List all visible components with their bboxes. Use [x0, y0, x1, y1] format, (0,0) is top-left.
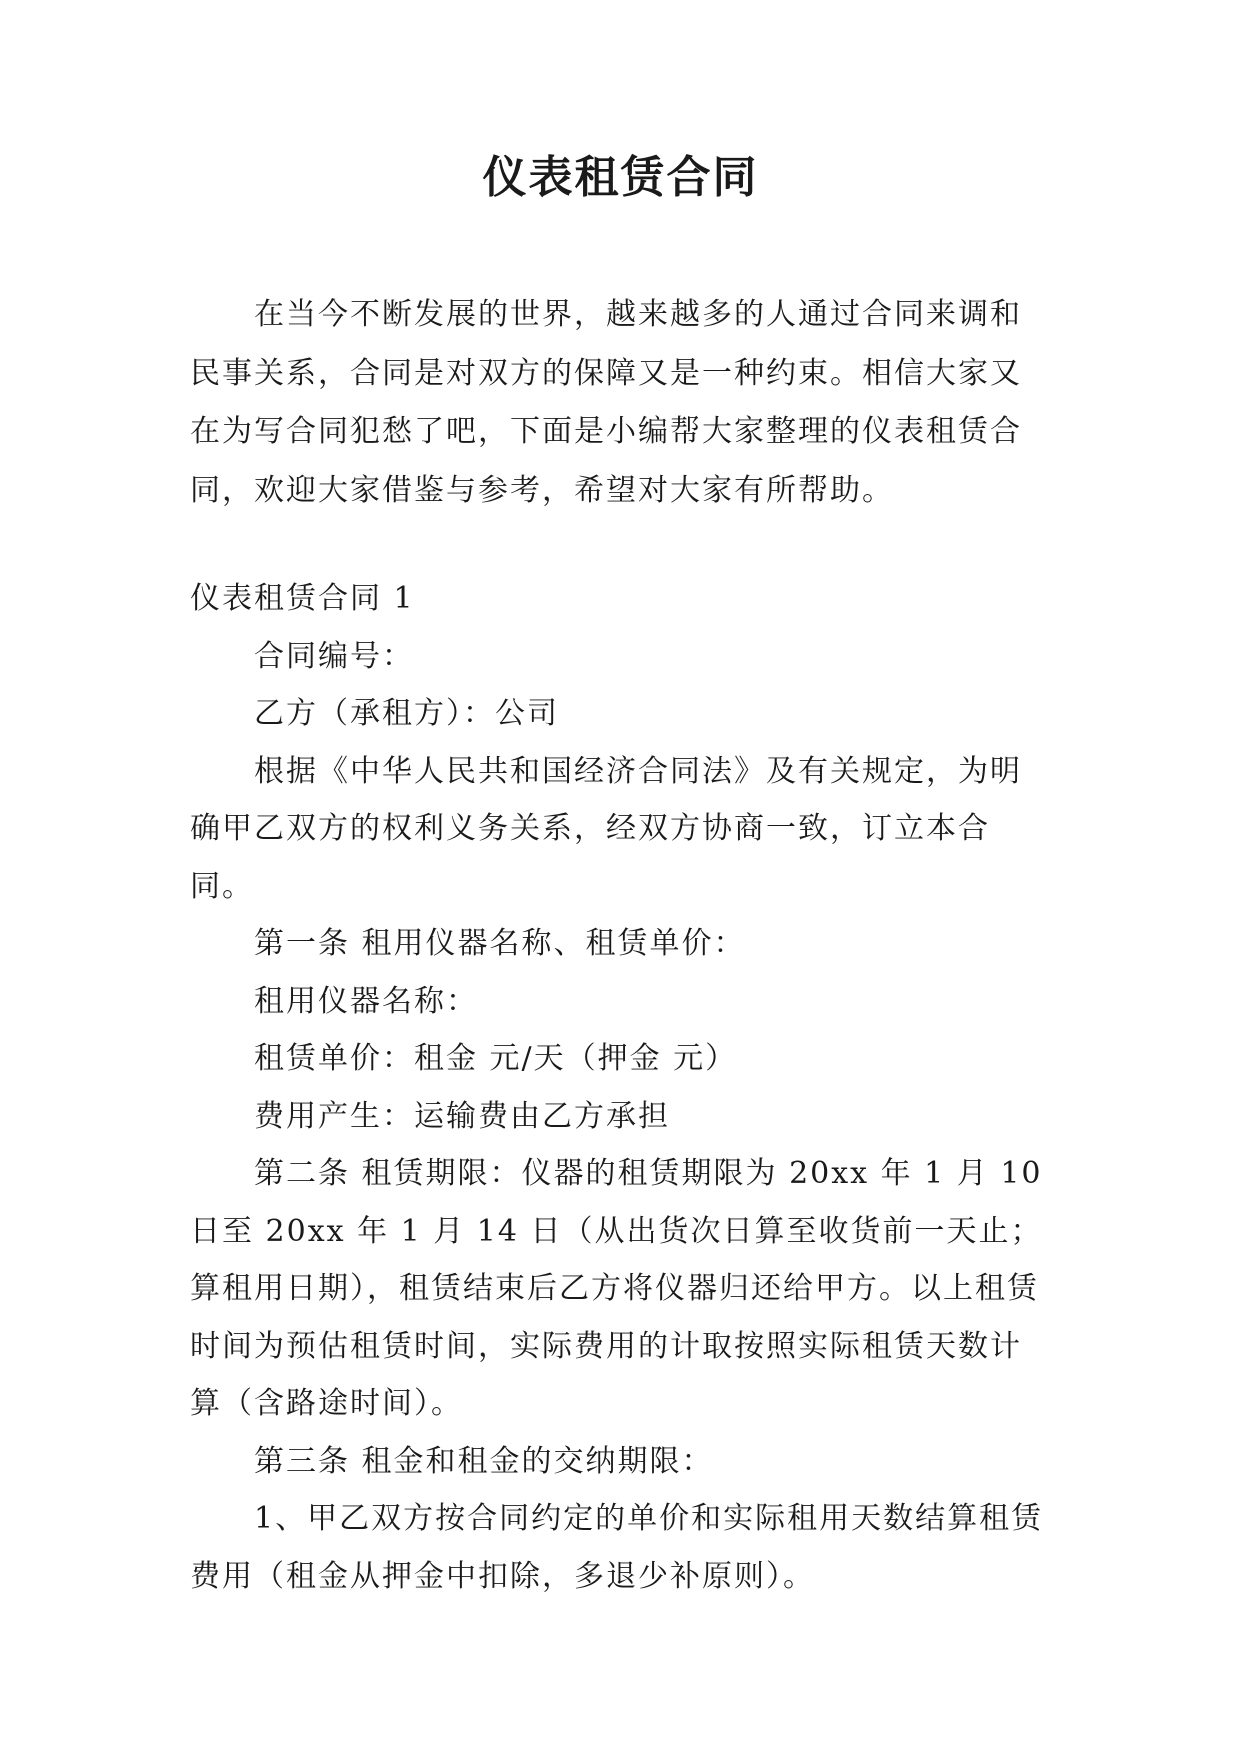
- contract-number-line: 合同编号：: [254, 638, 414, 674]
- article-2-paragraph: 第二条 租赁期限：仪器的租赁期限为 20xx 年 1 月 10 日至 20xx 年 1 月 14 日（从出货次日算至收货前一天止；算租用日期），租赁结束后乙方将仪器归还给甲方。以上租赁时间为预估租赁时间，实际费用的计取按照实际租赁天数计算（含路途时间）。: [190, 1156, 1043, 1421]
- article-1-heading: 第一条 租用仪器名称、租赁单价：: [254, 926, 746, 961]
- legal-basis-paragraph: 根据《中华人民共和国经济合同法》及有关规定，为明确甲乙双方的权利义务关系，经双方协商一致，订立本合同。: [190, 753, 1022, 904]
- cost-line: 费用产生：运输费由乙方承担: [254, 1098, 670, 1134]
- contract-body: [190, 570, 1050, 1605]
- party-b-line: 乙方（承租方）：公司: [254, 696, 559, 731]
- article-3-item-1: 1、甲乙双方按合同约定的单价和实际租用天数结算租赁费用（租金从押金中扣除，多退少补原则）。: [190, 1501, 1044, 1594]
- article-3-heading: 第三条 租金和租金的交纳期限：: [254, 1443, 714, 1479]
- document-title: 仪表租赁合同: [482, 152, 759, 203]
- instrument-name-line: 租用仪器名称：: [254, 983, 478, 1019]
- intro-paragraph: 在当今不断发展的世界，越来越多的人通过合同来调和民事关系，合同是对双方的保障又是一种约束。相信大家又在为写合同犯愁了吧，下面是小编帮大家整理的仪表租赁合同，欢迎大家借鉴与参考，希望对大家有所帮助。: [190, 297, 1022, 508]
- unit-price-line: 租赁单价：租金 元/天（押金 元）: [254, 1041, 738, 1076]
- section-heading: 仪表租赁合同 1: [190, 581, 415, 616]
